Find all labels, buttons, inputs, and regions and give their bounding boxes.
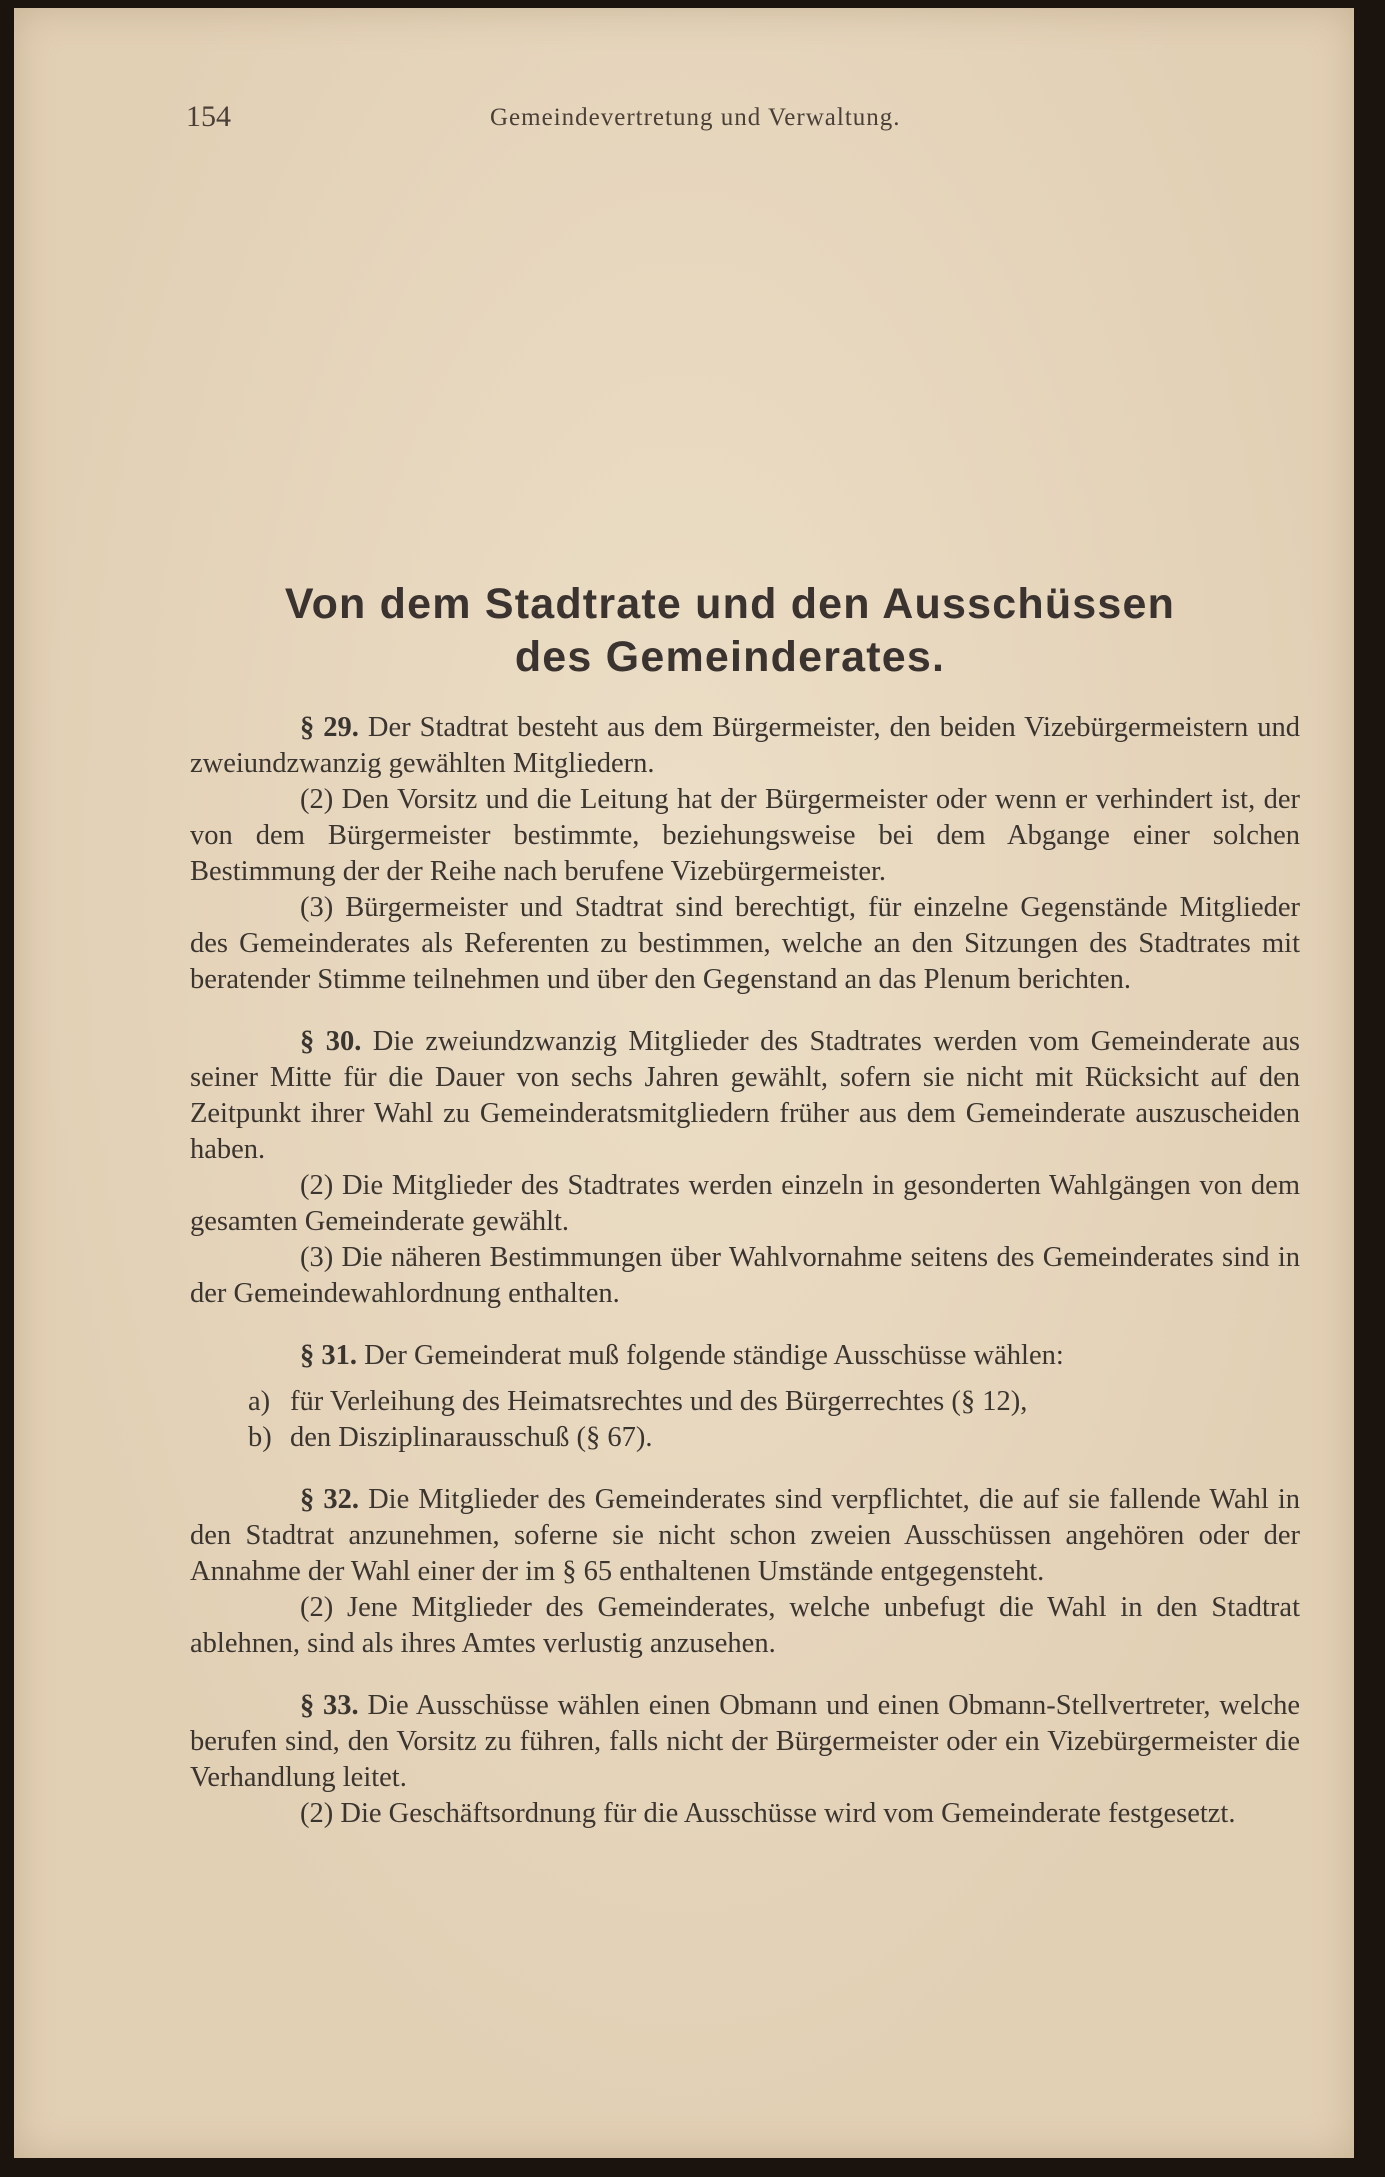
paragraph: (2) Den Vorsitz und die Leitung hat der Bürgermeister oder wenn er verhindert ist, der von dem Bürgermeister bestimmte, beziehungsweise bei dem Abgange einer solchen Bestimmung der der Reihe nach berufene Vizebürgermeister. [190,784,1300,887]
section-29 [190,710,1300,782]
list-item [190,1384,1300,1420]
section-31 [190,1338,1300,1374]
section-sign: § 33. [300,1690,359,1721]
section-text: Die Ausschüsse wählen einen Obmann und einen Obmann-Stellvertreter, welche berufen sind, den Vorsitz zu führen, falls nicht der Bürgermeister oder ein Vizebürgermeister die Verhandlung leitet. [190,1690,1301,1793]
list-item-text: für Verleihung des Heimatsrechtes und des Bürgerrechtes (§ 12), [290,1386,1028,1417]
section-32 [190,1482,1300,1590]
running-title: Gemeindevertretung und Verwaltung. [490,104,901,131]
section-sign: § 32. [300,1484,359,1515]
list-item-letter: b) [248,1422,272,1453]
paragraph: (2) Jene Mitglieder des Gemeinderates, welche unbefugt die Wahl in den Stadtrat ablehnen, sind als ihres Amtes verlustig anzusehen. [190,1592,1300,1659]
page-number: 154 [186,100,231,133]
body-text [190,710,1300,1832]
list-item [190,1420,1300,1456]
section-sign: § 31. [300,1340,357,1371]
paragraph: (3) Die näheren Bestimmungen über Wahlvornahme seitens des Gemeinderates sind in der Gemeindewahlordnung enthalten. [190,1242,1300,1309]
paragraph: (2) Die Mitglieder des Stadtrates werden einzeln in gesonderten Wahlgängen von dem gesamten Gemeinderate gewählt. [190,1170,1300,1237]
list-item-text: den Disziplinarausschuß (§ 67). [290,1422,653,1453]
section-33 [190,1688,1300,1796]
paragraph: (3) Bürgermeister und Stadtrat sind berechtigt, für einzelne Gegenstände Mitglieder des Gemeinderates als Referenten zu bestimmen, welche an den Sitzungen des Stadtrates mit beratender Stimme teilnehmen und über den Gegenstand an das Plenum berichten. [190,892,1300,995]
section-text: Die zweiundzwanzig Mitglieder des Stadtrates werden vom Gemeinderate aus seiner Mitte für die Dauer von sechs Jahren gewählt, sofern sie nicht mit Rücksicht auf den Zeitpunkt ihrer Wahl zu Gemeinderatsmitgliedern früher aus dem Gemeinderate auszuscheiden haben. [190,1026,1301,1165]
section-text: Der Gemeinderat muß folgende ständige Ausschüsse wählen: [364,1340,1064,1371]
paragraph: (2) Die Geschäftsordnung für die Ausschüsse wird vom Gemeinderate festgesetzt. [300,1798,1236,1829]
section-sign: § 29. [300,712,359,743]
section-30 [190,1024,1300,1168]
section-sign: § 30. [300,1026,362,1057]
chapter-title-line-1: Von dem Stadtrate und den Ausschüssen [284,580,1176,628]
section-text: Die Mitglieder des Gemeinderates sind verpflichtet, die auf sie fallende Wahl in den Stadtrat anzunehmen, soferne sie nicht schon zweien Ausschüssen angehören oder der Annahme der Wahl einer der im § 65 enthaltenen Umstände entgegensteht. [190,1484,1301,1587]
list-item-letter: a) [248,1386,271,1417]
chapter-title-line-2: des Gemeinderates. [514,633,946,681]
section-text: Der Stadtrat besteht aus dem Bürgermeister, den beiden Vizebürgermeistern und zweiundzwanzig gewählten Mitgliedern. [190,712,1301,779]
chapter-title [150,578,1310,684]
